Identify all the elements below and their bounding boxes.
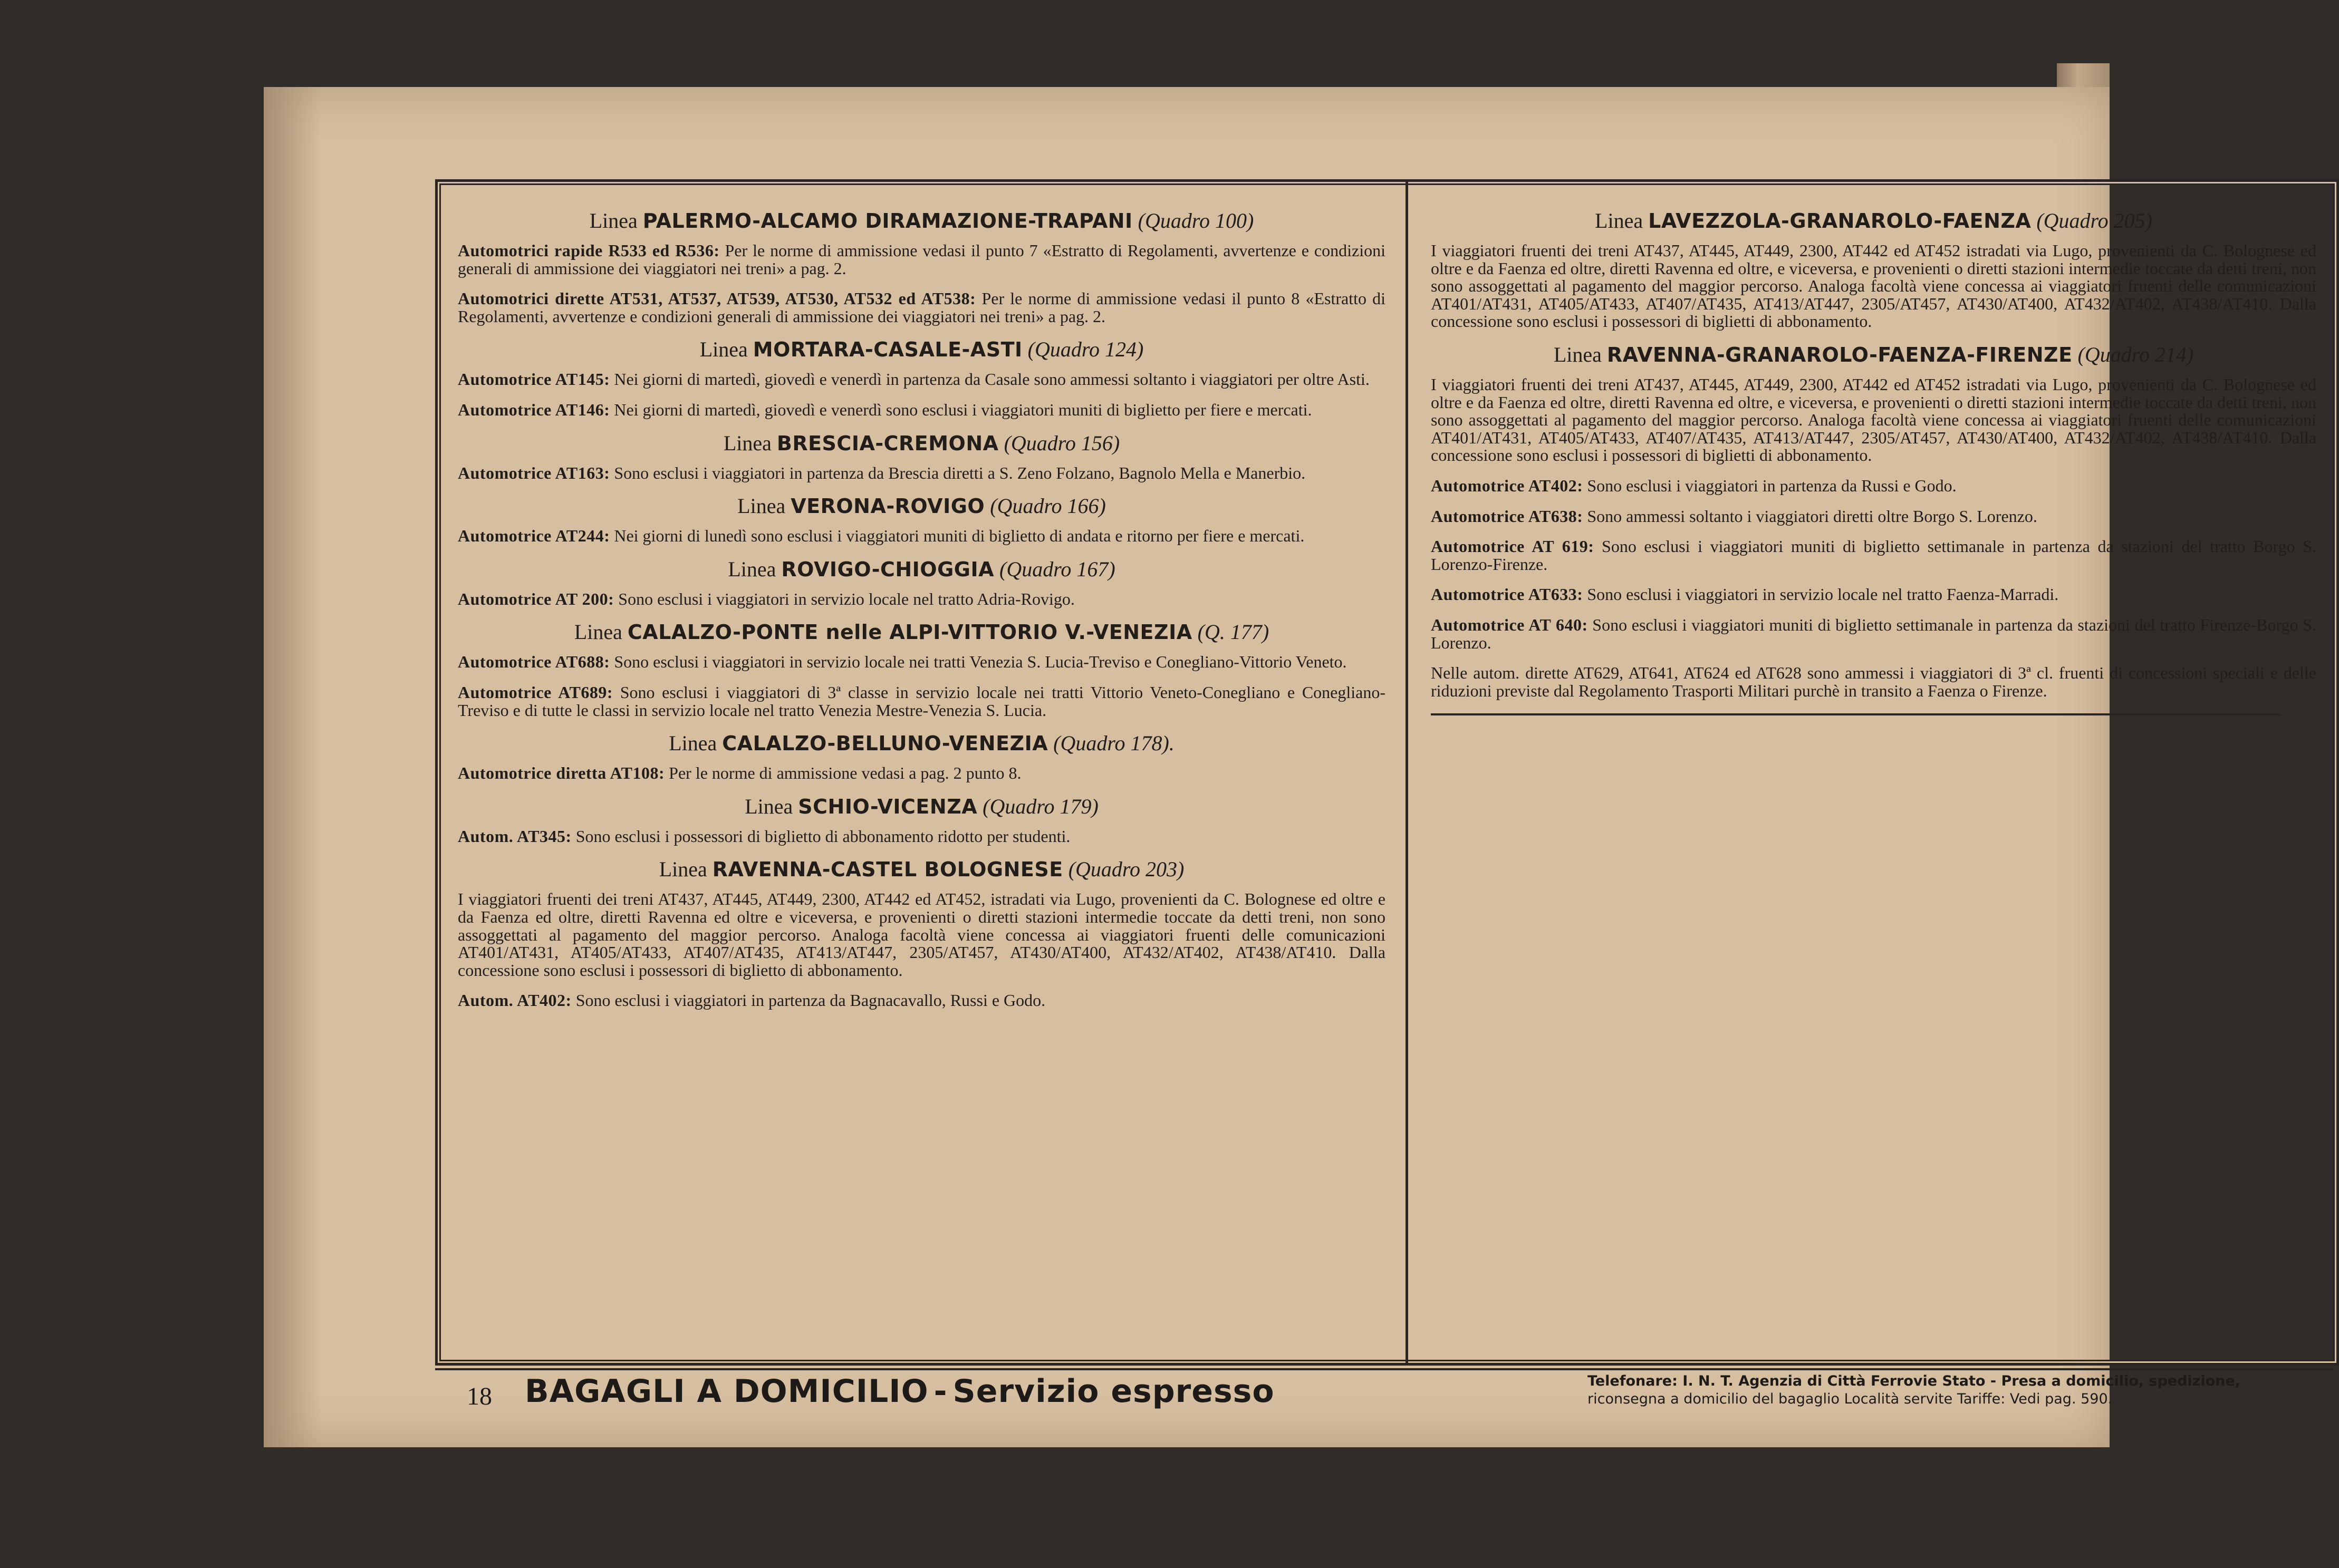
banner-separator: - <box>933 1373 948 1410</box>
heading-prefix: Linea <box>574 620 622 644</box>
notice-lead: Automotrici rapide R533 ed R536: <box>458 241 720 260</box>
notice-text: Sono ammessi soltanto i viaggiatori diretti oltre Borgo S. Lorenzo. <box>1587 506 2037 526</box>
route-name: CALALZO-BELLUNO-VENEZIA <box>722 732 1048 756</box>
line-heading <box>458 432 1385 455</box>
notice-text: Per le norme di ammissione vedasi il punto 7 «Estratto di Regolamenti, avvertenze e condizioni generali di ammissione dei viaggiatori nei treni» a pag. 2. <box>458 241 1386 278</box>
notice-lead: Automotrice AT 200: <box>458 589 614 608</box>
page-footer <box>435 1368 2334 1428</box>
notice-text: I viaggiatori fruenti dei treni AT437, AT445, AT449, 2300, AT442 ed AT452, istradati via Lugo, provenienti da C. Bolognese ed oltre e da Faenza ed oltre, diretti Ravenna ed oltre e viceversa, e provenienti o diretti stazioni intermedie toccate da detti treni, non sono assoggettati al pagamento del maggior percorso. Analoga facoltà viene concessa ai viaggiatori fruenti delle comunicazioni AT401/AT431, AT405/AT433, AT407/AT435, AT413/AT447, 2305/AT457, AT430/AT400, AT432/AT402, AT438/AT410. Dalla concessione sono esclusi i possessori di biglietto di abbonamento. <box>458 889 1385 980</box>
quadro-reference: (Quadro 214) <box>2077 342 2194 366</box>
route-name: RAVENNA-CASTEL BOLOGNESE <box>712 858 1063 882</box>
notice-paragraph <box>1431 538 2316 573</box>
heading-prefix: Linea <box>1553 342 1602 366</box>
line-heading <box>1431 343 2316 366</box>
notice-paragraph <box>458 828 1385 846</box>
notice-paragraph <box>1431 664 2316 700</box>
notice-paragraph <box>458 653 1385 671</box>
notice-lead: Automotrice AT163: <box>458 463 610 482</box>
route-name: RAVENNA-GRANAROLO-FAENZA-FIRENZE <box>1606 343 2073 366</box>
quadro-reference: (Quadro 167) <box>999 557 1115 581</box>
notice-paragraph <box>1431 376 2316 464</box>
quadro-reference: (Quadro 203) <box>1068 857 1185 882</box>
route-name: MORTARA-CASALE-ASTI <box>753 338 1023 362</box>
line-heading <box>458 732 1385 755</box>
book-page <box>264 87 2317 1447</box>
notice-lead: Automotrice diretta AT108: <box>458 763 665 783</box>
contact-line-2: riconsegna a domicilio del bagaglio Località servite Tariffe: Vedi pag. 590. <box>1587 1390 2113 1407</box>
heading-prefix: Linea <box>699 337 748 362</box>
quadro-reference: (Quadro 179) <box>983 794 1099 818</box>
notice-paragraph <box>458 290 1385 325</box>
line-heading <box>458 209 1385 233</box>
route-name: SCHIO-VICENZA <box>798 795 978 818</box>
notice-text: I viaggiatori fruenti dei treni AT437, AT445, AT449, 2300, AT442 ed AT452 istradati via Lugo, provenienti da C. Bolognese ed oltre e da Faenza ed oltre, diretti Ravenna ed oltre, e viceversa, e provenienti o diretti stazioni intermedie toccate da detti treni, non sono assoggettati al pagamento del maggior percorso. Analoga facoltà viene concessa ai viaggiatori fruenti delle comunicazioni AT401/AT431, AT405/AT433, AT407/AT435, AT413/AT447, 2305/AT457, AT430/AT400, AT432/AT402, AT438/AT410. Dalla concessione sono esclusi i possessori di biglietti di abbonamento. <box>1431 374 2316 465</box>
heading-prefix: Linea <box>1595 209 1643 233</box>
heading-prefix: Linea <box>723 431 772 455</box>
notice-paragraph <box>458 764 1385 782</box>
heading-prefix: Linea <box>669 731 717 756</box>
notice-paragraph <box>458 591 1385 608</box>
notice-text: I viaggiatori fruenti dei treni AT437, AT445, AT449, 2300, AT442 ed AT452 istradati via Lugo, provenienti da C. Bolognese ed oltre e da Faenza ed oltre, diretti Ravenna ed oltre, e viceversa, e provenienti o diretti stazioni intermedie toccate da detti treni, non sono assoggettati al pagamento del maggior percorso. Analoga facoltà viene concessa ai viaggiatori fruenti delle comunicazioni AT401/AT431, AT405/AT433, AT407/AT435, AT413/AT447, 2305/AT457, AT430/AT400, AT432/AT402, AT438/AT410. Dalla concessione sono esclusi i possessori di biglietti di abbonamento. <box>1431 241 2316 331</box>
quadro-reference: (Q. 177) <box>1197 620 1269 644</box>
notice-paragraph <box>458 891 1385 979</box>
line-heading <box>1431 209 2316 233</box>
notice-paragraph <box>458 401 1385 419</box>
notice-text: Sono esclusi i viaggiatori di 3ª classe in servizio locale nei tratti Vittorio Veneto-Conegliano e Conegliano-Treviso e di tutte le classi in servizio locale nel tratto Venezia Mestre-Venezia S. Lucia. <box>458 682 1386 720</box>
notice-text: Sono esclusi i viaggiatori in partenza da Bagnacavallo, Russi e Godo. <box>575 991 1046 1010</box>
notice-paragraph <box>1431 508 2316 526</box>
notice-text: Per le norme di ammissione vedasi il punto 8 «Estratto di Regolamenti, avvertenze e condizioni generali di ammissione dei viaggiatori nei treni» a pag. 2. <box>458 289 1386 326</box>
line-heading <box>458 858 1385 881</box>
route-name: BRESCIA-CREMONA <box>776 431 999 455</box>
notice-text: Sono esclusi i viaggiatori muniti di biglietto settimanale in partenza da stazioni del tratto Firenze-Borgo S. Lorenzo. <box>1431 615 2317 652</box>
line-heading <box>458 338 1385 361</box>
notice-text: Sono esclusi i viaggiatori in partenza da Brescia diretti a S. Zeno Folzano, Bagnolo Mella e Manerbio. <box>614 463 1306 482</box>
line-heading <box>458 495 1385 518</box>
route-name: VERONA-ROVIGO <box>791 495 985 518</box>
notice-text: Sono esclusi i viaggiatori in partenza da Russi e Godo. <box>1587 476 1957 495</box>
section-end-rule <box>1431 713 2281 715</box>
quadro-reference: (Quadro 124) <box>1027 337 1144 362</box>
line-heading <box>458 558 1385 581</box>
notice-paragraph <box>1431 586 2316 604</box>
banner-subtitle: Servizio espresso <box>952 1373 1275 1410</box>
notice-text: Sono esclusi i viaggiatori muniti di biglietto settimanale in partenza da stazioni del tratto Borgo S. Lorenzo-Firenze. <box>1431 537 2317 574</box>
notice-text: Per le norme di ammissione vedasi a pag. 2 punto 8. <box>669 763 1022 783</box>
heading-prefix: Linea <box>745 794 793 818</box>
route-name: ROVIGO-CHIOGGIA <box>781 557 995 581</box>
notice-lead: Automotrice AT689: <box>458 682 613 702</box>
quadro-reference: (Quadro 205) <box>2036 209 2152 233</box>
notice-lead: Automotrice AT633: <box>1431 585 1583 604</box>
notice-text: Sono esclusi i viaggiatori in servizio locale nel tratto Faenza-Marradi. <box>1587 585 2059 604</box>
notice-text: Sono esclusi i viaggiatori in servizio locale nel tratto Adria-Rovigo. <box>618 589 1075 608</box>
notice-lead: Automotrice AT402: <box>1431 476 1583 495</box>
notice-text: Nei giorni di martedì, giovedì e venerdì in partenza da Casale sono ammessi soltanto i viaggiatori per oltre Asti. <box>614 370 1370 389</box>
notice-text: Sono esclusi i viaggiatori in servizio locale nei tratti Venezia S. Lucia-Treviso e Conegliano-Vittorio Veneto. <box>614 652 1347 672</box>
notice-text: Nelle autom. dirette AT629, AT641, AT624 ed AT628 sono ammessi i viaggiatori di 3ª cl. fruenti di concessioni speciali e delle riduzioni previste dal Regolamento Trasporti Militari purchè in transito a Faenza o Firenze. <box>1431 663 2316 700</box>
notice-paragraph <box>458 527 1385 545</box>
quadro-reference: (Quadro 178). <box>1053 731 1175 756</box>
line-heading <box>458 795 1385 818</box>
notice-lead: Automotrice AT145: <box>458 370 610 389</box>
notice-lead: Automotrice AT 619: <box>1431 537 1594 556</box>
notice-paragraph <box>458 992 1385 1010</box>
route-name: LAVEZZOLA-GRANAROLO-FAENZA <box>1648 209 2032 233</box>
contact-line-1: Telefonare: I. N. T. Agenzia di Città Ferrovie Stato - Presa a domicilio, spedizione, <box>1587 1373 2241 1389</box>
notice-paragraph <box>458 371 1385 389</box>
notice-text: Nei giorni di lunedì sono esclusi i viaggiatori muniti di biglietto di andata e ritorno per fiere e mercati. <box>614 526 1305 546</box>
heading-prefix: Linea <box>589 209 638 233</box>
notice-lead: Automotrice AT688: <box>458 652 610 672</box>
notice-paragraph <box>1431 242 2316 331</box>
quadro-reference: (Quadro 166) <box>990 494 1106 518</box>
notice-paragraph <box>458 242 1385 277</box>
notice-lead: Automotrice AT244: <box>458 526 610 546</box>
notice-lead: Autom. AT345: <box>458 826 572 846</box>
notice-paragraph <box>1431 616 2316 652</box>
page-number: 18 <box>467 1382 492 1410</box>
notice-paragraph <box>1431 477 2316 495</box>
route-name: CALALZO-PONTE nelle ALPI-VITTORIO V.-VENEZIA <box>627 621 1192 644</box>
notice-lead: Autom. AT402: <box>458 991 572 1010</box>
notice-lead: Automotrice AT146: <box>458 400 610 419</box>
banner-title: BAGAGLI A DOMICILIO <box>525 1373 929 1410</box>
notice-paragraph <box>458 684 1385 719</box>
notice-lead: Automotrice AT638: <box>1431 506 1583 526</box>
route-name: PALERMO-ALCAMO DIRAMAZIONE-TRAPANI <box>642 209 1133 233</box>
line-heading <box>458 621 1385 644</box>
notice-paragraph <box>458 464 1385 482</box>
notice-text: Sono esclusi i possessori di biglietto di abbonamento ridotto per studenti. <box>575 826 1071 846</box>
heading-prefix: Linea <box>728 557 776 581</box>
notice-lead: Automotrice AT 640: <box>1431 615 1588 634</box>
notice-text: Nei giorni di martedì, giovedì e venerdì sono esclusi i viaggiatori muniti di biglietto per fiere e mercati. <box>614 400 1312 419</box>
quadro-reference: (Quadro 156) <box>1004 431 1120 455</box>
footer-banner <box>525 1373 1275 1410</box>
heading-prefix: Linea <box>737 494 786 518</box>
right-column <box>1411 182 2336 1363</box>
footer-contact-info <box>1587 1372 2326 1408</box>
notice-lead: Automotrici dirette AT531, AT537, AT539, AT530, AT532 ed AT538: <box>458 289 976 308</box>
quadro-reference: (Quadro 100) <box>1138 209 1254 233</box>
left-column <box>438 182 1408 1363</box>
heading-prefix: Linea <box>659 857 707 882</box>
timetable-notes-frame <box>435 179 2339 1366</box>
